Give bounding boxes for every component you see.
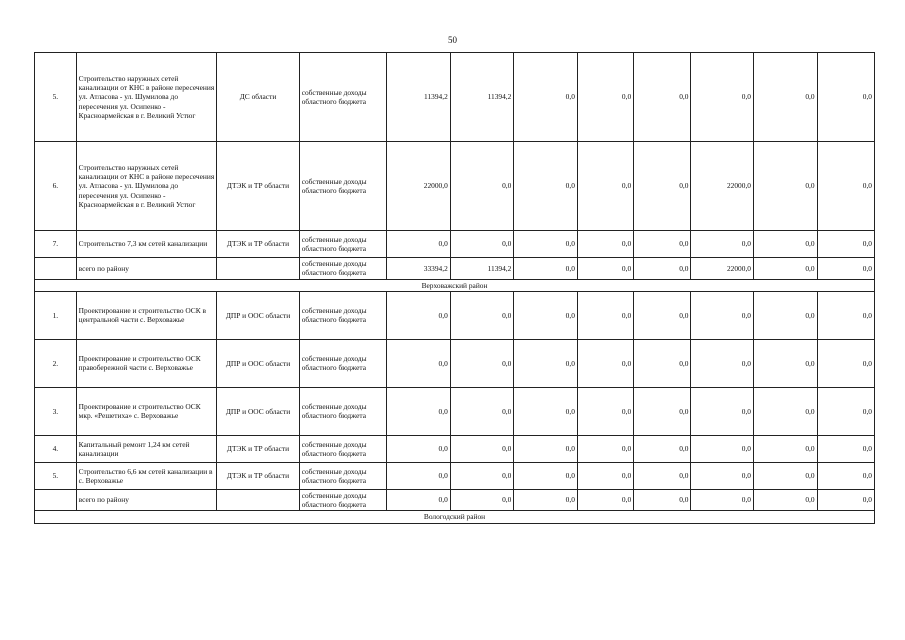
amount-cell: 0,0 bbox=[634, 462, 691, 489]
amount-cell: 0,0 bbox=[514, 291, 578, 339]
amount-cell: 0,0 bbox=[514, 142, 578, 231]
amount-cell: 0,0 bbox=[817, 231, 874, 258]
responsible-body-empty bbox=[217, 489, 299, 511]
activity-name: Строительство наружных сетей канализации от КНС в районе пересечения ул. Атласова - ул. Шумилова до пересечения ул. Осипенко - Красноармейская в г. Великий Устюг bbox=[76, 53, 217, 142]
table-body bbox=[35, 53, 875, 524]
responsible-body: ДС области bbox=[217, 53, 299, 142]
amount-cell: 0,0 bbox=[754, 53, 818, 142]
funding-source: собственные доходы областного бюджета bbox=[299, 53, 387, 142]
amount-cell: 0,0 bbox=[514, 462, 578, 489]
activity-name: Капитальный ремонт 1,24 км сетей канализации bbox=[76, 435, 217, 462]
total-amount-cell: 0,0 bbox=[634, 258, 691, 280]
amount-cell: 0,0 bbox=[577, 387, 633, 435]
amount-cell: 0,0 bbox=[754, 339, 818, 387]
funding-source: собственные доходы областного бюджета bbox=[299, 339, 387, 387]
amount-cell: 0,0 bbox=[634, 387, 691, 435]
total-row bbox=[35, 258, 875, 280]
row-number-empty bbox=[35, 489, 77, 511]
row-number: 6. bbox=[35, 142, 77, 231]
total-amount-cell: 11394,2 bbox=[450, 258, 514, 280]
amount-cell: 0,0 bbox=[514, 53, 578, 142]
amount-cell: 22000,0 bbox=[387, 142, 451, 231]
responsible-body: ДПР и ООС области bbox=[217, 339, 299, 387]
row-number: 2. bbox=[35, 339, 77, 387]
amount-cell: 0,0 bbox=[387, 435, 451, 462]
table-row bbox=[35, 462, 875, 489]
amount-cell: 0,0 bbox=[691, 231, 754, 258]
amount-cell: 0,0 bbox=[450, 142, 514, 231]
amount-cell: 0,0 bbox=[514, 339, 578, 387]
region-row bbox=[35, 511, 875, 523]
amount-cell: 0,0 bbox=[817, 435, 874, 462]
amount-cell: 0,0 bbox=[691, 435, 754, 462]
table-row bbox=[35, 435, 875, 462]
amount-cell: 0,0 bbox=[577, 291, 633, 339]
activity-name: Проектирование и строительство ОСК мкр. «Решетиха» с. Верховажье bbox=[76, 387, 217, 435]
responsible-body: ДПР и ООС области bbox=[217, 387, 299, 435]
amount-cell: 0,0 bbox=[577, 462, 633, 489]
amount-cell: 11394,2 bbox=[387, 53, 451, 142]
amount-cell: 0,0 bbox=[387, 231, 451, 258]
amount-cell: 0,0 bbox=[754, 142, 818, 231]
funding-source: собственные доходы областного бюджета bbox=[299, 435, 387, 462]
table-row bbox=[35, 231, 875, 258]
amount-cell: 0,0 bbox=[577, 435, 633, 462]
page-number: 50 bbox=[448, 35, 457, 45]
program-table bbox=[34, 52, 875, 524]
amount-cell: 0,0 bbox=[691, 387, 754, 435]
amount-cell: 0,0 bbox=[514, 435, 578, 462]
table-row bbox=[35, 387, 875, 435]
table-row bbox=[35, 142, 875, 231]
responsible-body: ДТЭК и ТР области bbox=[217, 231, 299, 258]
total-amount-cell: 0,0 bbox=[634, 489, 691, 511]
total-amount-cell: 33394,2 bbox=[387, 258, 451, 280]
funding-source: собственные доходы областного бюджета bbox=[299, 258, 387, 280]
activity-name: Проектирование и строительство ОСК в центральной части с. Верховажье bbox=[76, 291, 217, 339]
total-row bbox=[35, 489, 875, 511]
total-label: всего по району bbox=[76, 489, 217, 511]
amount-cell: 0,0 bbox=[387, 387, 451, 435]
amount-cell: 0,0 bbox=[450, 462, 514, 489]
funding-source: собственные доходы областного бюджета bbox=[299, 142, 387, 231]
responsible-body: ДТЭК и ТР области bbox=[217, 435, 299, 462]
responsible-body: ДТЭК и ТР области bbox=[217, 142, 299, 231]
amount-cell: 0,0 bbox=[450, 387, 514, 435]
amount-cell: 0,0 bbox=[577, 231, 633, 258]
amount-cell: 11394,2 bbox=[450, 53, 514, 142]
amount-cell: 0,0 bbox=[450, 231, 514, 258]
total-amount-cell: 0,0 bbox=[450, 489, 514, 511]
total-amount-cell: 0,0 bbox=[514, 489, 578, 511]
total-amount-cell: 22000,0 bbox=[691, 258, 754, 280]
amount-cell: 0,0 bbox=[387, 291, 451, 339]
amount-cell: 0,0 bbox=[817, 142, 874, 231]
amount-cell: 0,0 bbox=[577, 53, 633, 142]
amount-cell: 0,0 bbox=[754, 387, 818, 435]
amount-cell: 0,0 bbox=[817, 387, 874, 435]
activity-name: Строительство наружных сетей канализации от КНС в районе пересечения ул. Атласова - ул. Шумилова до пересечения ул. Осипенко - Красноармейская в г. Великий Устюг bbox=[76, 142, 217, 231]
amount-cell: 0,0 bbox=[514, 231, 578, 258]
amount-cell: 0,0 bbox=[450, 339, 514, 387]
amount-cell: 0,0 bbox=[817, 339, 874, 387]
table-row bbox=[35, 53, 875, 142]
amount-cell: 0,0 bbox=[577, 339, 633, 387]
total-amount-cell: 0,0 bbox=[577, 489, 633, 511]
amount-cell: 0,0 bbox=[634, 231, 691, 258]
funding-source: собственные доходы областного бюджета bbox=[299, 489, 387, 511]
total-amount-cell: 0,0 bbox=[691, 489, 754, 511]
row-number-empty bbox=[35, 258, 77, 280]
amount-cell: 22000,0 bbox=[691, 142, 754, 231]
amount-cell: 0,0 bbox=[634, 291, 691, 339]
amount-cell: 0,0 bbox=[450, 435, 514, 462]
amount-cell: 0,0 bbox=[450, 291, 514, 339]
total-amount-cell: 0,0 bbox=[754, 489, 818, 511]
row-number: 4. bbox=[35, 435, 77, 462]
amount-cell: 0,0 bbox=[514, 387, 578, 435]
row-number: 5. bbox=[35, 53, 77, 142]
amount-cell: 0,0 bbox=[634, 53, 691, 142]
amount-cell: 0,0 bbox=[817, 462, 874, 489]
activity-name: Строительство 7,3 км сетей канализации bbox=[76, 231, 217, 258]
total-amount-cell: 0,0 bbox=[817, 258, 874, 280]
amount-cell: 0,0 bbox=[754, 435, 818, 462]
activity-name: Проектирование и строительство ОСК правобережной части с. Верховажье bbox=[76, 339, 217, 387]
funding-source: собственные доходы областного бюджета bbox=[299, 462, 387, 489]
amount-cell: 0,0 bbox=[691, 53, 754, 142]
amount-cell: 0,0 bbox=[754, 462, 818, 489]
amount-cell: 0,0 bbox=[754, 291, 818, 339]
amount-cell: 0,0 bbox=[577, 142, 633, 231]
amount-cell: 0,0 bbox=[634, 435, 691, 462]
region-title: Верховажский район bbox=[35, 279, 875, 291]
funding-source: собственные доходы областного бюджета bbox=[299, 387, 387, 435]
row-number: 7. bbox=[35, 231, 77, 258]
amount-cell: 0,0 bbox=[817, 291, 874, 339]
amount-cell: 0,0 bbox=[691, 291, 754, 339]
row-number: 5. bbox=[35, 462, 77, 489]
total-label: всего по району bbox=[76, 258, 217, 280]
amount-cell: 0,0 bbox=[634, 339, 691, 387]
total-amount-cell: 0,0 bbox=[514, 258, 578, 280]
funding-source: собственные доходы областного бюджета bbox=[299, 231, 387, 258]
funding-source: собственные доходы областного бюджета bbox=[299, 291, 387, 339]
responsible-body: ДТЭК и ТР области bbox=[217, 462, 299, 489]
row-number: 3. bbox=[35, 387, 77, 435]
row-number: 1. bbox=[35, 291, 77, 339]
total-amount-cell: 0,0 bbox=[817, 489, 874, 511]
amount-cell: 0,0 bbox=[387, 339, 451, 387]
amount-cell: 0,0 bbox=[754, 231, 818, 258]
amount-cell: 0,0 bbox=[691, 462, 754, 489]
region-title: Вологодский район bbox=[35, 511, 875, 523]
activity-name: Строительство 6,6 км сетей канализации в с. Верховажье bbox=[76, 462, 217, 489]
table-row bbox=[35, 291, 875, 339]
region-row bbox=[35, 279, 875, 291]
amount-cell: 0,0 bbox=[634, 142, 691, 231]
total-amount-cell: 0,0 bbox=[754, 258, 818, 280]
table-row bbox=[35, 339, 875, 387]
amount-cell: 0,0 bbox=[691, 339, 754, 387]
amount-cell: 0,0 bbox=[817, 53, 874, 142]
total-amount-cell: 0,0 bbox=[577, 258, 633, 280]
total-amount-cell: 0,0 bbox=[387, 489, 451, 511]
responsible-body: ДПР и ООС области bbox=[217, 291, 299, 339]
amount-cell: 0,0 bbox=[387, 462, 451, 489]
responsible-body-empty bbox=[217, 258, 299, 280]
